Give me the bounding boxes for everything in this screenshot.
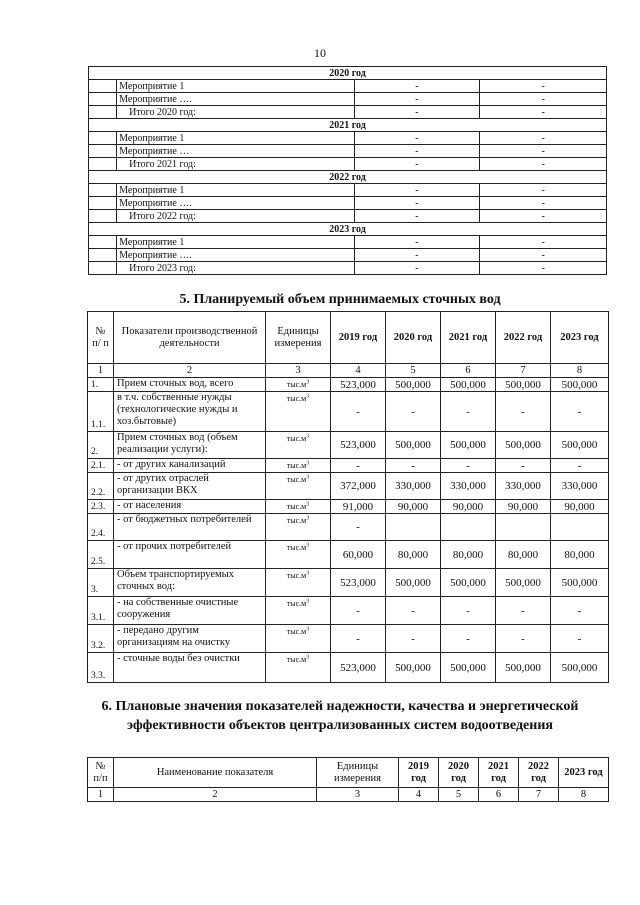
value-cell: - [331, 625, 386, 653]
value-cell: - [386, 597, 441, 625]
measure-name: Мероприятие 1 [117, 132, 354, 145]
measure-blank-cell [89, 93, 117, 106]
measure-value: - [354, 158, 480, 171]
measure-row [89, 106, 607, 119]
value-cell: - [386, 459, 441, 473]
table-row [88, 500, 609, 514]
year-row [89, 67, 607, 80]
measure-row [89, 197, 607, 210]
measure-name: Мероприятие 1 [117, 184, 354, 197]
col-year-header: 2019 год [399, 758, 439, 788]
column-index: 1 [88, 364, 114, 378]
row-number: 1.1. [88, 392, 114, 432]
row-name: - от населения [114, 500, 266, 514]
value-cell: 91,000 [331, 500, 386, 514]
row-number: 2. [88, 432, 114, 459]
value-cell: 500,000 [386, 432, 441, 459]
value-cell: 330,000 [551, 473, 609, 500]
column-index: 2 [114, 788, 317, 802]
row-number: 3.2. [88, 625, 114, 653]
column-index: 8 [559, 788, 609, 802]
value-cell: 90,000 [441, 500, 496, 514]
col-num-header: № п/ п [88, 312, 114, 364]
unit-superscript: 3 [306, 598, 310, 605]
unit-superscript: 3 [306, 626, 310, 633]
value-cell: 330,000 [386, 473, 441, 500]
unit-cell [266, 625, 331, 653]
column-index: 3 [266, 364, 331, 378]
col-year-header: 2023 год [559, 758, 609, 788]
unit-cell [266, 432, 331, 459]
measure-row [89, 80, 607, 93]
unit-cell [266, 392, 331, 432]
value-cell: - [331, 597, 386, 625]
unit-label: тыс.м [286, 627, 307, 636]
section-5-title: 5. Планируемый объем принимаемых сточных вод [179, 292, 501, 307]
table-row [88, 541, 609, 569]
value-cell: 500,000 [441, 569, 496, 597]
measure-blank-cell [89, 197, 117, 210]
measure-value: - [480, 80, 607, 93]
value-cell: 90,000 [386, 500, 441, 514]
value-cell: 330,000 [496, 473, 551, 500]
year-label: 2021 год [89, 119, 607, 132]
year-row [89, 223, 607, 236]
measure-value: - [480, 145, 607, 158]
row-number: 2.1. [88, 459, 114, 473]
measure-row [89, 210, 607, 223]
measure-blank-cell [89, 106, 117, 119]
value-cell: - [386, 392, 441, 432]
unit-superscript: 3 [306, 460, 310, 467]
column-index: 2 [114, 364, 266, 378]
row-name: - от бюджетных потребителей [114, 514, 266, 541]
unit-cell [266, 500, 331, 514]
value-cell: 80,000 [551, 541, 609, 569]
unit-label: тыс.м [286, 516, 307, 525]
value-cell: - [441, 597, 496, 625]
unit-cell [266, 514, 331, 541]
value-cell: 372,000 [331, 473, 386, 500]
value-cell: - [441, 459, 496, 473]
row-number: 2.3. [88, 500, 114, 514]
col-year-header: 2022 год [496, 312, 551, 364]
col-year-header: 2021 год [441, 312, 496, 364]
value-cell: - [551, 597, 609, 625]
value-cell: - [331, 392, 386, 432]
value-cell: 523,000 [331, 432, 386, 459]
unit-superscript: 3 [306, 654, 310, 661]
measure-blank-cell [89, 80, 117, 93]
measure-value: - [480, 197, 607, 210]
measure-value: - [354, 184, 480, 197]
measure-row [89, 249, 607, 262]
column-index: 6 [479, 788, 519, 802]
value-cell: - [496, 459, 551, 473]
measure-row [89, 262, 607, 275]
value-cell: - [551, 392, 609, 432]
value-cell: 500,000 [496, 432, 551, 459]
measure-value: - [480, 262, 607, 275]
value-cell: 500,000 [386, 653, 441, 683]
column-index: 7 [496, 364, 551, 378]
column-index: 4 [331, 364, 386, 378]
unit-label: тыс.м [286, 543, 307, 552]
measure-name: Мероприятие …. [117, 197, 354, 210]
table-row [88, 653, 609, 683]
table-row [88, 625, 609, 653]
value-cell: 500,000 [441, 653, 496, 683]
unit-cell [266, 473, 331, 500]
value-cell: 523,000 [331, 378, 386, 392]
col-indicator-header: Показатели производственной деятельности [114, 312, 266, 364]
table-row [88, 378, 609, 392]
section-6-title: 6. Плановые значения показателей надежности, качества и энергетической эффективности объектов централизованных систем водоотведения [101, 699, 579, 733]
value-cell: 523,000 [331, 653, 386, 683]
unit-label: тыс.м [286, 434, 307, 443]
column-index: 1 [88, 788, 114, 802]
year-label: 2023 год [89, 223, 607, 236]
unit-label: тыс.м [286, 655, 307, 664]
row-number: 3. [88, 569, 114, 597]
measure-value: - [480, 158, 607, 171]
year-label: 2020 год [89, 67, 607, 80]
measure-value: - [354, 249, 480, 262]
value-cell: - [496, 625, 551, 653]
measure-name: Мероприятие …. [117, 93, 354, 106]
measure-value: - [354, 106, 480, 119]
row-number: 2.5. [88, 541, 114, 569]
measure-value: - [480, 249, 607, 262]
row-number: 2.2. [88, 473, 114, 500]
measure-row [89, 184, 607, 197]
col-indicator-header: Наименование показателя [114, 758, 317, 788]
unit-cell [266, 597, 331, 625]
row-number: 3.1. [88, 597, 114, 625]
measure-value: - [354, 132, 480, 145]
table-row [88, 597, 609, 625]
col-num-header: № п/п [88, 758, 114, 788]
row-name: - от прочих потребителей [114, 541, 266, 569]
row-name: - от других отраслей организации ВКХ [114, 473, 266, 500]
unit-superscript: 3 [306, 393, 310, 400]
unit-label: тыс.м [286, 461, 307, 470]
value-cell: 500,000 [496, 653, 551, 683]
unit-superscript: 3 [306, 515, 310, 522]
table-row [88, 473, 609, 500]
measure-value: - [354, 145, 480, 158]
measure-blank-cell [89, 184, 117, 197]
measure-name: Итого 2020 год: [117, 106, 354, 119]
unit-label: тыс.м [286, 380, 307, 389]
column-index-row [88, 788, 609, 802]
unit-cell [266, 378, 331, 392]
measure-value: - [480, 132, 607, 145]
unit-superscript: 3 [306, 570, 310, 577]
column-index: 5 [439, 788, 479, 802]
measure-name: Мероприятие 1 [117, 236, 354, 249]
measure-blank-cell [89, 132, 117, 145]
value-cell: 500,000 [441, 378, 496, 392]
value-cell: - [496, 392, 551, 432]
unit-label: тыс.м [286, 599, 307, 608]
unit-cell [266, 459, 331, 473]
row-name: - сточные воды без очистки [114, 653, 266, 683]
measure-value: - [480, 106, 607, 119]
measure-value: - [480, 210, 607, 223]
measure-name: Мероприятие 1 [117, 80, 354, 93]
measure-row [89, 132, 607, 145]
measure-value: - [354, 262, 480, 275]
column-index: 6 [441, 364, 496, 378]
value-cell: - [496, 597, 551, 625]
unit-superscript: 3 [306, 501, 310, 508]
value-cell: 500,000 [551, 432, 609, 459]
col-year-header: 2023 год [551, 312, 609, 364]
measure-value: - [354, 210, 480, 223]
row-number: 3.3. [88, 653, 114, 683]
column-index: 7 [519, 788, 559, 802]
row-name: в т.ч. собственные нужды (технологические нужды и хоз.бытовые) [114, 392, 266, 432]
value-cell: 500,000 [441, 432, 496, 459]
measures-table [88, 66, 607, 275]
value-cell: - [551, 625, 609, 653]
unit-cell [266, 541, 331, 569]
unit-superscript: 3 [306, 474, 310, 481]
column-index-row [88, 364, 609, 378]
measure-blank-cell [89, 210, 117, 223]
col-unit-header: Единицы измерения [266, 312, 331, 364]
measure-row [89, 93, 607, 106]
column-index: 4 [399, 788, 439, 802]
value-cell: 80,000 [441, 541, 496, 569]
value-cell [441, 514, 496, 541]
table-row [88, 432, 609, 459]
value-cell: - [386, 625, 441, 653]
value-cell [386, 514, 441, 541]
row-name: - передано другим организациям на очистку [114, 625, 266, 653]
value-cell: 80,000 [496, 541, 551, 569]
row-number: 2.4. [88, 514, 114, 541]
value-cell: 60,000 [331, 541, 386, 569]
col-year-header: 2020 год [439, 758, 479, 788]
measure-value: - [480, 236, 607, 249]
measure-blank-cell [89, 249, 117, 262]
col-year-header: 2022 год [519, 758, 559, 788]
measure-row [89, 158, 607, 171]
value-cell: 330,000 [441, 473, 496, 500]
year-label: 2022 год [89, 171, 607, 184]
value-cell [551, 514, 609, 541]
measure-name: Итого 2022 год: [117, 210, 354, 223]
measure-value: - [354, 80, 480, 93]
measure-name: Мероприятие …. [117, 249, 354, 262]
reliability-indicators-table [87, 757, 609, 802]
value-cell: - [331, 459, 386, 473]
unit-label: тыс.м [286, 394, 307, 403]
row-name: Прием сточных вод (объем реализации услуги): [114, 432, 266, 459]
measure-value: - [354, 197, 480, 210]
col-year-header: 2021 год [479, 758, 519, 788]
measure-name: Мероприятие … [117, 145, 354, 158]
row-number: 1. [88, 378, 114, 392]
unit-superscript: 3 [306, 542, 310, 549]
table-row [88, 569, 609, 597]
table-row [88, 459, 609, 473]
column-index: 8 [551, 364, 609, 378]
measure-name: Итого 2023 год: [117, 262, 354, 275]
measure-value: - [480, 93, 607, 106]
value-cell: 500,000 [386, 378, 441, 392]
measure-blank-cell [89, 158, 117, 171]
col-year-header: 2019 год [331, 312, 386, 364]
col-year-header: 2020 год [386, 312, 441, 364]
unit-label: тыс.м [286, 502, 307, 511]
value-cell: - [441, 392, 496, 432]
measure-name: Итого 2021 год: [117, 158, 354, 171]
value-cell: - [331, 514, 386, 541]
measure-blank-cell [89, 236, 117, 249]
value-cell: 500,000 [496, 378, 551, 392]
measure-row [89, 145, 607, 158]
measure-value: - [354, 236, 480, 249]
value-cell: 500,000 [551, 569, 609, 597]
page-number: 10 [314, 46, 326, 60]
row-name: - на собственные очистные сооружения [114, 597, 266, 625]
unit-superscript: 3 [306, 379, 310, 386]
measure-value: - [480, 184, 607, 197]
unit-label: тыс.м [286, 475, 307, 484]
measure-row [89, 236, 607, 249]
column-index: 5 [386, 364, 441, 378]
col-unit-header: Единицы измерения [317, 758, 399, 788]
unit-superscript: 3 [306, 433, 310, 440]
value-cell: 90,000 [551, 500, 609, 514]
value-cell: - [441, 625, 496, 653]
measure-value: - [354, 93, 480, 106]
year-row [89, 171, 607, 184]
unit-cell [266, 653, 331, 683]
value-cell: 500,000 [551, 378, 609, 392]
measure-blank-cell [89, 262, 117, 275]
table-row [88, 514, 609, 541]
column-index: 3 [317, 788, 399, 802]
table-row [88, 392, 609, 432]
value-cell: 500,000 [386, 569, 441, 597]
value-cell [496, 514, 551, 541]
value-cell: 500,000 [551, 653, 609, 683]
value-cell: 90,000 [496, 500, 551, 514]
value-cell: 500,000 [496, 569, 551, 597]
measure-blank-cell [89, 145, 117, 158]
unit-cell [266, 569, 331, 597]
unit-label: тыс.м [286, 571, 307, 580]
year-row [89, 119, 607, 132]
row-name: - от других канализаций [114, 459, 266, 473]
row-name: Объем транспортируемых сточных вод: [114, 569, 266, 597]
row-name: Прием сточных вод, всего [114, 378, 266, 392]
wastewater-volume-table [87, 311, 609, 683]
value-cell: 80,000 [386, 541, 441, 569]
value-cell: - [551, 459, 609, 473]
value-cell: 523,000 [331, 569, 386, 597]
